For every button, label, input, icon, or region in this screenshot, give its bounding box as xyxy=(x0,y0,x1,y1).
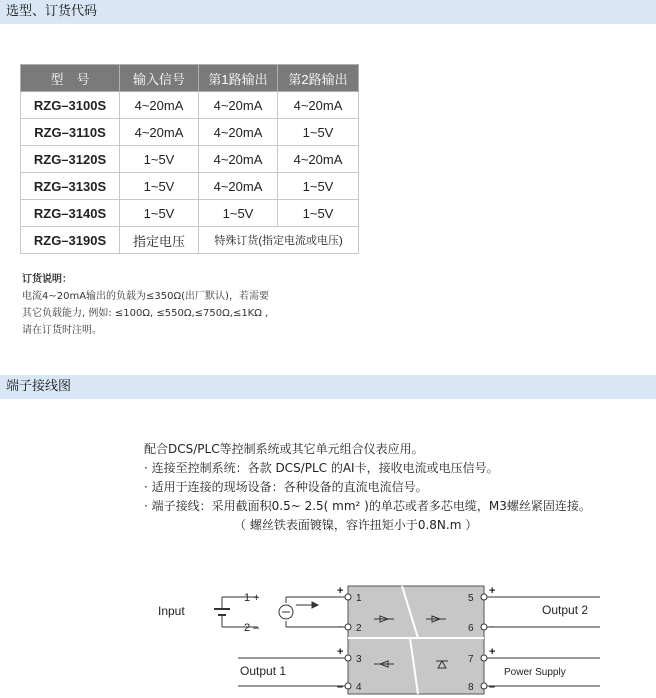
signal-cell: 4~20mA xyxy=(120,119,199,146)
terminal-5 xyxy=(481,594,487,600)
output1-label: Output 1 xyxy=(240,664,287,678)
signal-cell: 1~5V xyxy=(278,119,359,146)
model-cell: RZG–3110S xyxy=(21,119,120,146)
signal-cell: 4~20mA xyxy=(278,146,359,173)
signal-cell: 4~20mA xyxy=(199,92,278,119)
terminal-label: 1 xyxy=(356,593,362,604)
column-header-model: 型 号 xyxy=(21,65,120,92)
wiring-line: （ 螺丝铁表面镀镍，容许扭矩小于0.8N.m ） xyxy=(234,518,478,532)
signal-cell: 4~20mA xyxy=(199,173,278,200)
polarity-minus: – xyxy=(337,681,344,693)
input-label: Input xyxy=(158,604,185,618)
terminal-8 xyxy=(481,683,487,689)
model-cell: RZG–3130S xyxy=(21,173,120,200)
terminal-label: 3 xyxy=(356,654,362,665)
terminal-label: 2 xyxy=(356,623,362,634)
table-row xyxy=(21,119,359,146)
polarity-minus: – xyxy=(489,621,496,633)
output2-label: Output 2 xyxy=(542,603,589,617)
table-row xyxy=(21,200,359,227)
wiring-line: · 端子接线：采用截面积0.5~ 2.5( mm² )的单芯或者多芯电缆，M3螺丝紧固连接。 xyxy=(144,499,591,513)
section-header-selection: 选型、订货代码 xyxy=(0,0,656,24)
table-row xyxy=(21,227,359,254)
column-header-output2: 第2路输出 xyxy=(278,65,359,92)
input-pin-label: 1 + xyxy=(244,592,260,604)
polarity-plus: + xyxy=(337,646,344,658)
current-arrow-head xyxy=(312,602,318,608)
terminal-1 xyxy=(345,594,351,600)
terminal-label: 5 xyxy=(468,593,474,604)
model-cell: RZG–3120S xyxy=(21,146,120,173)
model-cell: RZG–3140S xyxy=(21,200,120,227)
wiring-line: 配合DCS/PLC等控制系统或其它单元组合仪表应用。 xyxy=(144,442,424,456)
terminal-label: 8 xyxy=(468,682,474,693)
signal-cell: 4~20mA xyxy=(199,119,278,146)
column-header-input: 输入信号 xyxy=(120,65,199,92)
section-header-wiring: 端子接线图 xyxy=(0,375,656,399)
terminal-4 xyxy=(345,683,351,689)
signal-cell: 1~5V xyxy=(120,200,199,227)
table-row xyxy=(21,92,359,119)
signal-cell: 1~5V xyxy=(278,200,359,227)
terminal-wiring-diagram xyxy=(0,570,656,698)
terminal-6 xyxy=(481,624,487,630)
order-note-line: 电流4~20mA输出的负载为≤350Ω(出厂默认)，若需要 xyxy=(22,291,269,302)
power-supply-label: Power Supply xyxy=(504,667,566,678)
model-selection-table xyxy=(20,64,359,254)
model-cell: RZG–3100S xyxy=(21,92,120,119)
polarity-minus: – xyxy=(489,681,496,693)
input-cell: 指定电压 xyxy=(120,227,199,254)
wiring-line: · 适用于连接的现场设备：各种设备的直流电流信号。 xyxy=(144,480,428,494)
polarity-plus: + xyxy=(489,646,496,658)
polarity-plus: + xyxy=(489,585,496,597)
column-header-output1: 第1路输出 xyxy=(199,65,278,92)
order-note-line: 其它负载能力, 例如: ≤100Ω, ≤550Ω,≤750Ω,≤1KΩ , xyxy=(22,308,269,319)
terminal-label: 6 xyxy=(468,623,474,634)
terminal-3 xyxy=(345,655,351,661)
table-row xyxy=(21,173,359,200)
terminal-7 xyxy=(481,655,487,661)
signal-cell: 1~5V xyxy=(120,173,199,200)
signal-cell: 4~20mA xyxy=(120,92,199,119)
signal-cell: 4~20mA xyxy=(199,146,278,173)
order-notes-title: 订货说明： xyxy=(22,274,72,285)
signal-cell: 1~5V xyxy=(278,173,359,200)
table-row xyxy=(21,146,359,173)
input-pin-label: 2 – xyxy=(244,622,260,634)
polarity-minus: – xyxy=(337,621,344,633)
order-note-line: 请在订货时注明。 xyxy=(22,325,102,336)
model-cell: RZG–3190S xyxy=(21,227,120,254)
polarity-plus: + xyxy=(337,585,344,597)
order-notes xyxy=(22,271,269,339)
terminal-label: 7 xyxy=(468,654,474,665)
terminal-2 xyxy=(345,624,351,630)
wiring-description xyxy=(144,440,591,535)
signal-cell: 1~5V xyxy=(199,200,278,227)
special-order-cell: 特殊订货(指定电流或电压) xyxy=(199,227,359,254)
signal-cell: 4~20mA xyxy=(278,92,359,119)
wiring-line: · 连接至控制系统：各款 DCS/PLC 的AI卡，接收电流或电压信号。 xyxy=(144,461,499,475)
terminal-label: 4 xyxy=(356,682,362,693)
table-header-row xyxy=(21,65,359,92)
signal-cell: 1~5V xyxy=(120,146,199,173)
